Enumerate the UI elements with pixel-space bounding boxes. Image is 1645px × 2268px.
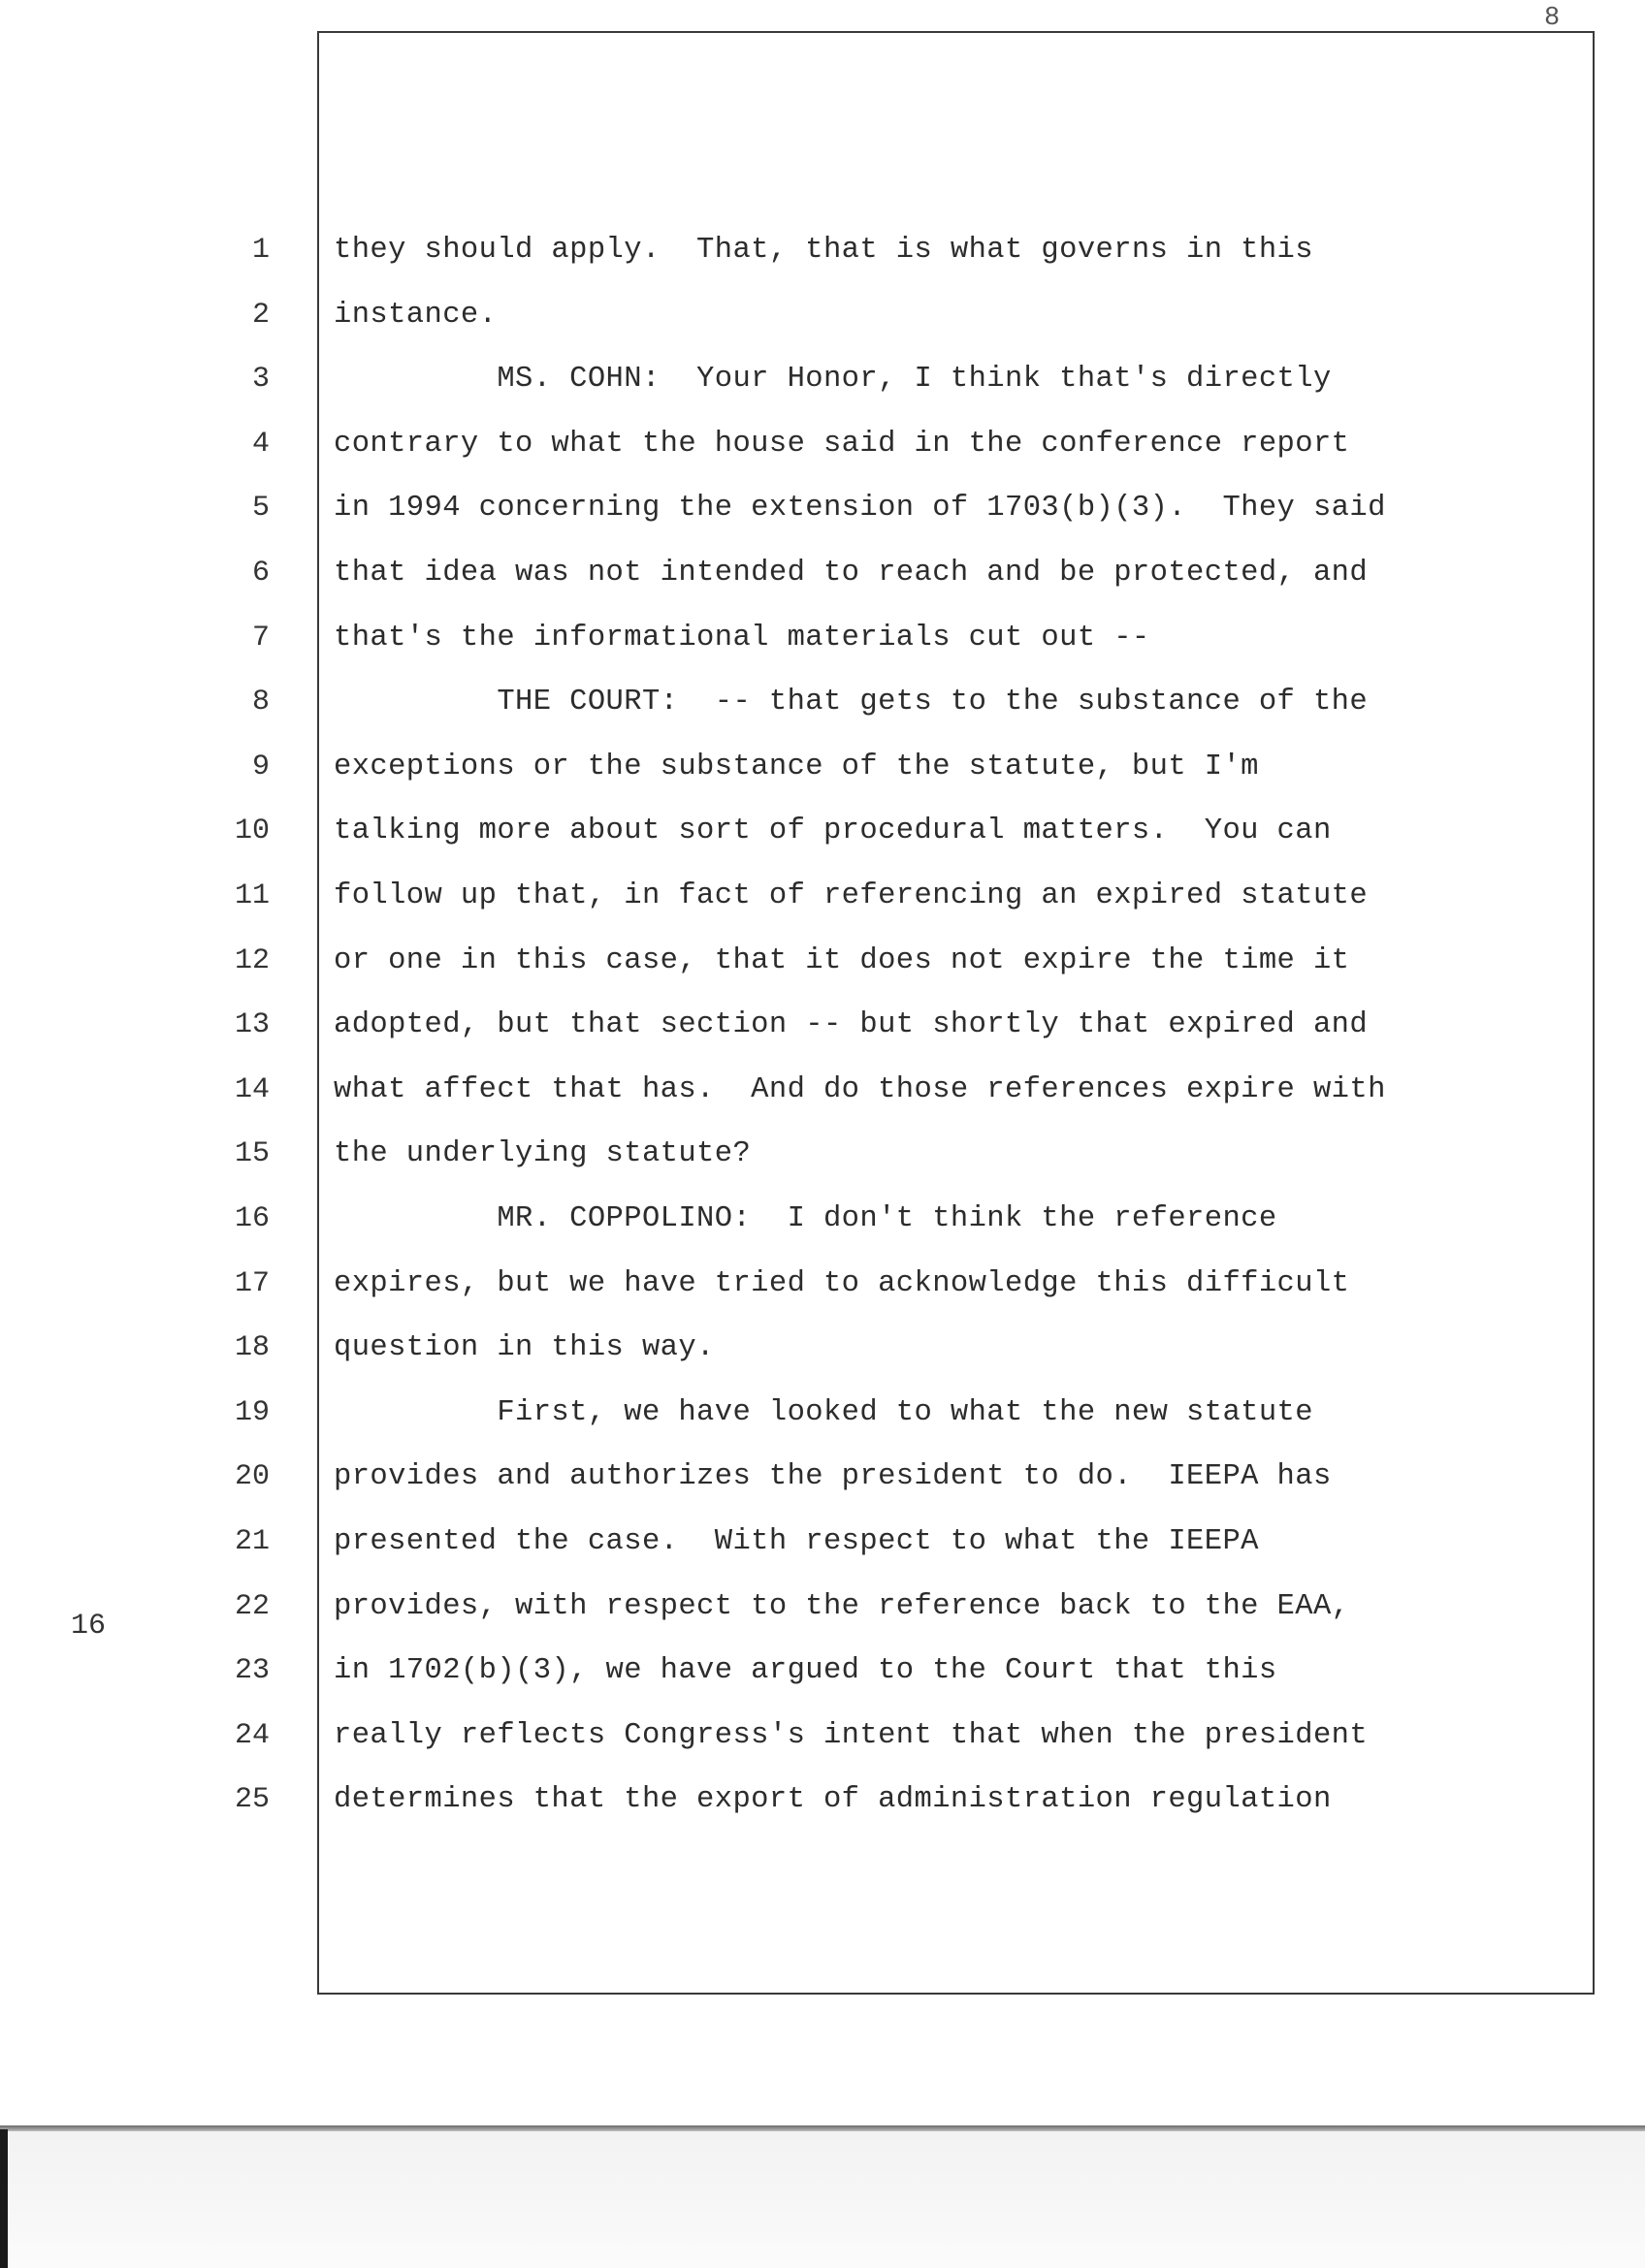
line-number: 13 <box>234 1008 270 1041</box>
line-text: MS. COHN: Your Honor, I think that's directly <box>334 363 1332 396</box>
line-number: 1 <box>251 234 270 267</box>
line-number: 6 <box>251 557 270 590</box>
line-text: question in this way. <box>334 1331 715 1364</box>
scan-edge-left <box>0 2129 8 2268</box>
line-text: what affect that has. And do those references expire with <box>334 1073 1386 1106</box>
line-text: follow up that, in fact of referencing an expired statute <box>334 879 1369 912</box>
line-number: 25 <box>234 1783 270 1816</box>
scan-background <box>8 2131 1645 2268</box>
line-text: provides, with respect to the reference back to the EAA, <box>334 1590 1350 1623</box>
line-number: 18 <box>234 1331 270 1364</box>
line-text: contrary to what the house said in the conference report <box>334 428 1350 461</box>
line-number: 11 <box>234 879 270 912</box>
line-number: 14 <box>234 1073 270 1106</box>
line-text: really reflects Congress's intent that when the president <box>334 1719 1369 1752</box>
line-text: in 1994 concerning the extension of 1703(b)(3). They said <box>334 492 1386 525</box>
line-number: 12 <box>234 944 270 977</box>
line-text: that's the informational materials cut out -- <box>334 622 1150 655</box>
line-number: 16 <box>234 1202 270 1235</box>
line-text: exceptions or the substance of the statute, but I'm <box>334 751 1259 783</box>
line-number: 7 <box>251 622 270 655</box>
line-number: 9 <box>251 751 270 783</box>
line-text: instance. <box>334 299 498 332</box>
line-text: talking more about sort of procedural matters. You can <box>334 815 1332 847</box>
line-number: 10 <box>234 815 270 847</box>
line-number: 22 <box>234 1590 270 1623</box>
line-number: 17 <box>234 1267 270 1300</box>
line-number: 5 <box>251 492 270 525</box>
line-number: 3 <box>251 363 270 396</box>
line-number: 4 <box>251 428 270 461</box>
line-text: MR. COPPOLINO: I don't think the reference <box>334 1202 1277 1235</box>
line-number: 15 <box>234 1137 270 1170</box>
line-text: First, we have looked to what the new statute <box>334 1396 1313 1429</box>
margin-number: 16 <box>71 1610 107 1643</box>
line-text: THE COURT: -- that gets to the substance of the <box>334 686 1369 719</box>
line-number: 19 <box>234 1396 270 1429</box>
line-text: determines that the export of administration regulation <box>334 1783 1332 1816</box>
line-text: presented the case. With respect to what the IEEPA <box>334 1525 1259 1558</box>
line-text: in 1702(b)(3), we have argued to the Court that this <box>334 1654 1277 1687</box>
line-number: 23 <box>234 1654 270 1687</box>
line-number: 8 <box>251 686 270 719</box>
line-text: the underlying statute? <box>334 1137 752 1170</box>
line-number: 20 <box>234 1460 270 1493</box>
page-number: 8 <box>1544 4 1561 33</box>
line-text: that idea was not intended to reach and be protected, and <box>334 557 1369 590</box>
line-text: adopted, but that section -- but shortly that expired and <box>334 1008 1369 1041</box>
line-text: expires, but we have tried to acknowledge this difficult <box>334 1267 1350 1300</box>
line-text: or one in this case, that it does not expire the time it <box>334 944 1350 977</box>
line-number: 24 <box>234 1719 270 1752</box>
line-number: 2 <box>251 299 270 332</box>
line-text: provides and authorizes the president to do. IEEPA has <box>334 1460 1332 1493</box>
line-number: 21 <box>234 1525 270 1558</box>
line-text: they should apply. That, that is what governs in this <box>334 234 1313 267</box>
